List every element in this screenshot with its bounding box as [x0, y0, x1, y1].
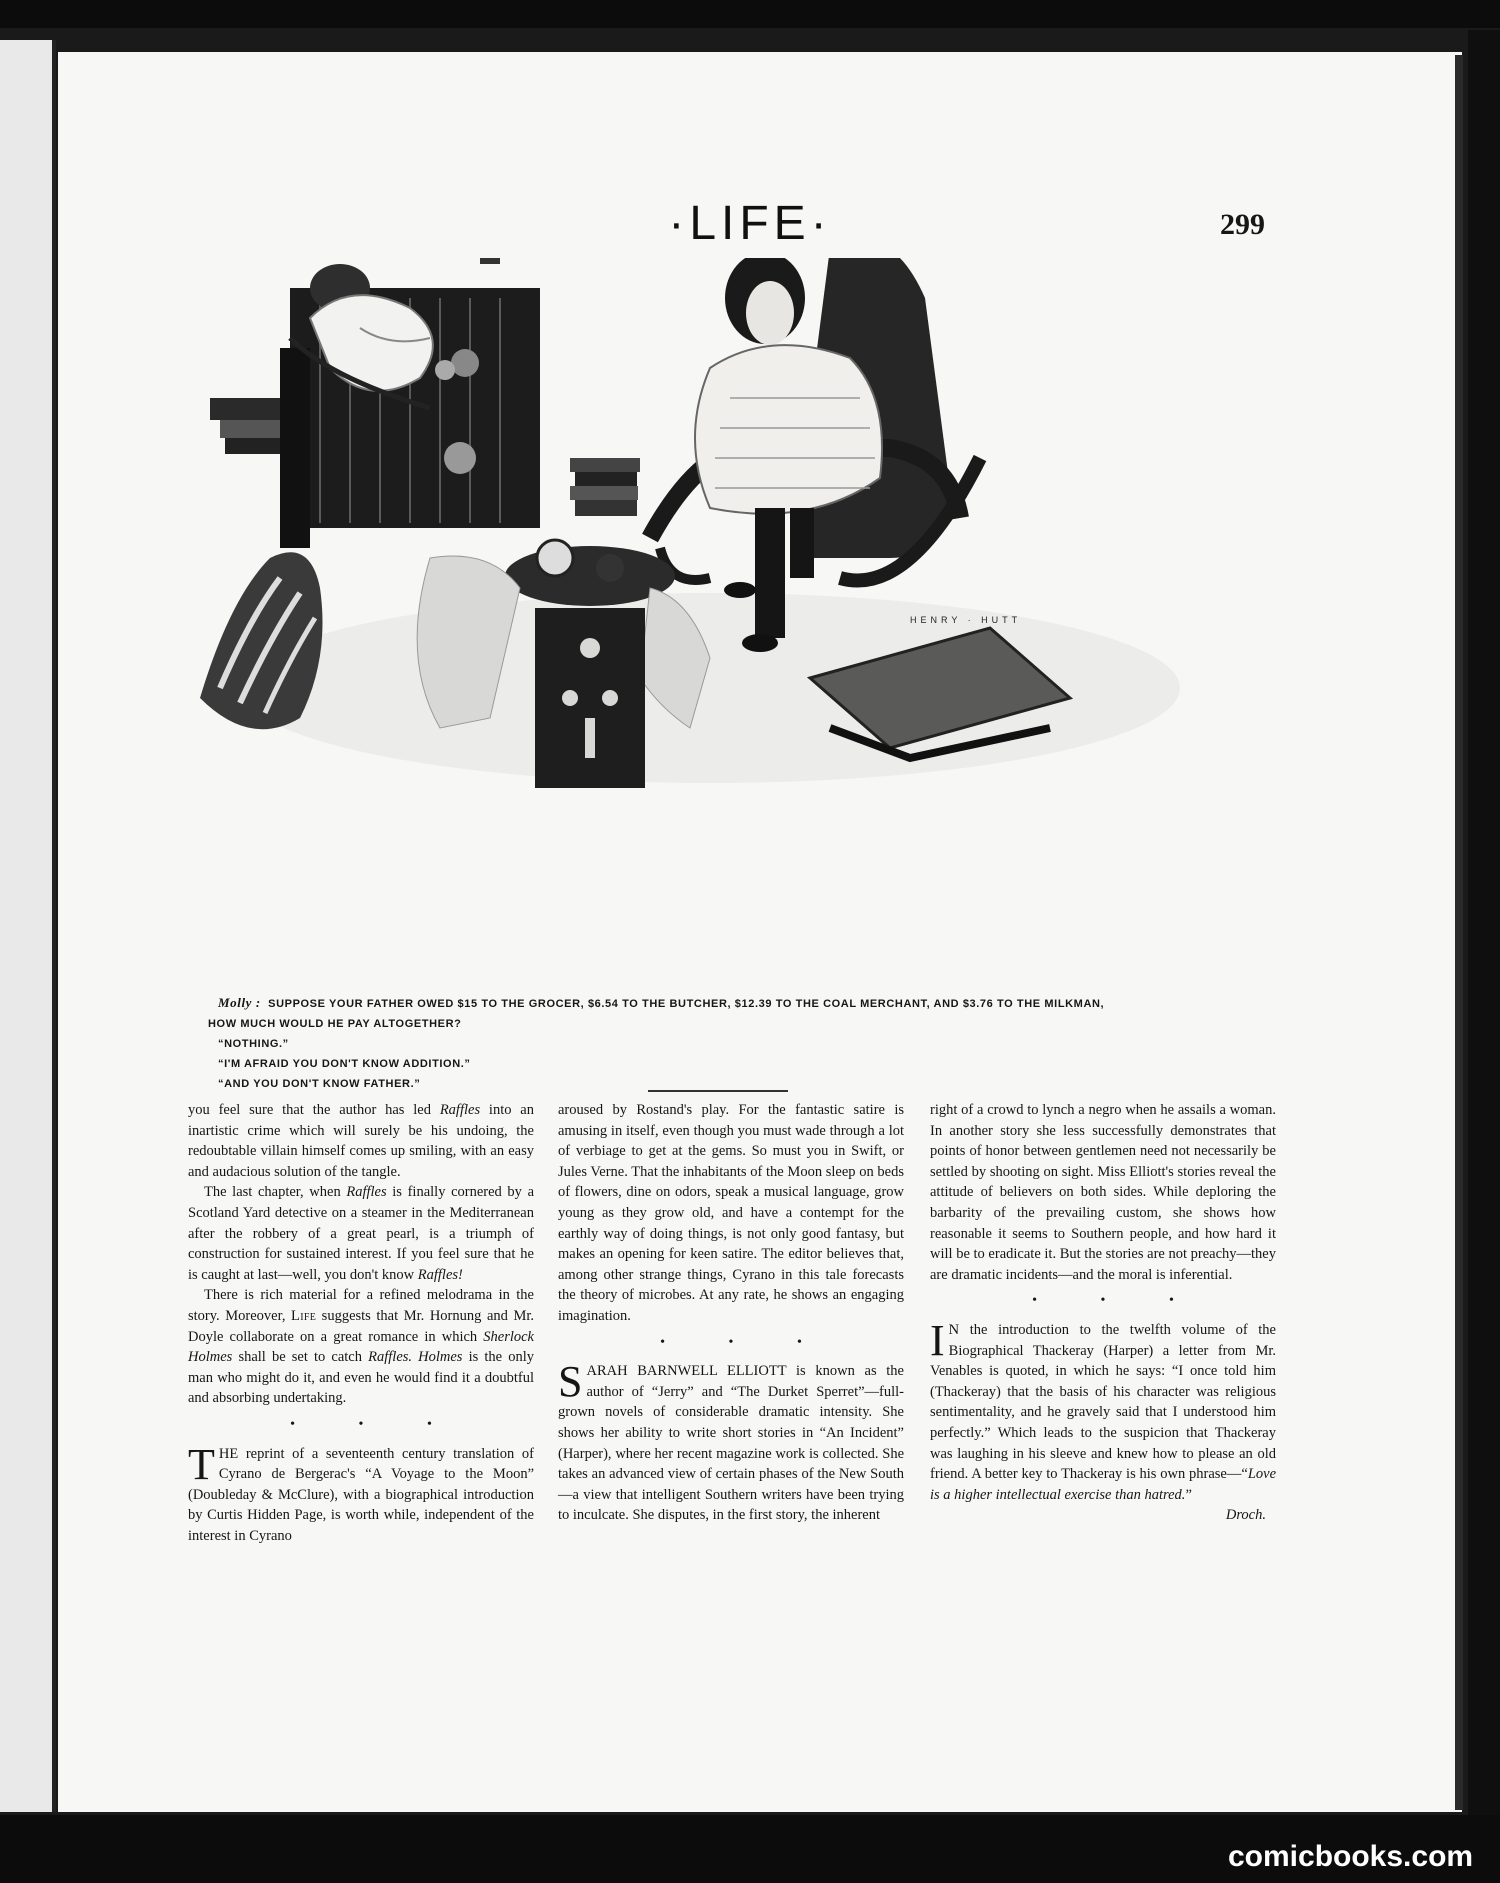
col1-paragraph-4: THE reprint of a seventeenth century translation of Cyrano de Bergerac's “A Voyage to the Moon” (Doubleday & McClure), with a biographical introduction by Curtis Hidden Page, is worth while, independent of the interest in Cyrano	[188, 1439, 534, 1544]
col3-paragraph-2: I N the introduction to the twelfth volume of the Biographical Thackeray (Harper) a letter from Mr. Venables is quoted, in which he says: “I once told him (Thackeray) that the basis of his character was religious sentimentality, and he gravely said that I understood him perfectly.” Which leads to the suspicion that Thackeray was laughing in his sleeve and knew how to please an old friend. A better key to Thackeray is his own phrase—“Love is a higher intellectual exercise than hatred.”	[930, 1315, 1276, 1503]
girl-legs	[755, 508, 785, 638]
col3-paragraph-1: right of a crowd to lynch a negro when he assails a woman. In another story she less successfully demonstrates that points of honor between gentlemen need not necessarily be settled by shooting on sight. Miss Elliott's stories reveal the attitude of believers on both sides. While deploring the barbarity of the prevailing custom, she shows how reasonable it seems to Southern people, and how hard it will be to eradicate it. But the stories are not preachy—they are dramatic incidents—and the moral is inferential.	[930, 1102, 1276, 1283]
drop-cap: I	[930, 1315, 945, 1365]
section-divider: • • •	[290, 1416, 462, 1432]
drop-cap: S	[558, 1357, 583, 1407]
girl-face	[746, 281, 794, 345]
scan-border-right	[1468, 30, 1500, 1815]
caption-line-4: “I'M AFRAID YOU DON'T KNOW ADDITION.”	[218, 1058, 471, 1070]
facing-page-edge	[0, 40, 56, 1812]
hexagonal-table	[535, 608, 645, 788]
caption-line-2: HOW MUCH WOULD HE PAY ALTOGETHER?	[208, 1018, 462, 1030]
illustration-caption	[208, 993, 1278, 1094]
caption-line-3: “NOTHING.”	[218, 1038, 289, 1050]
books-middle	[570, 458, 640, 472]
col2-paragraph-1: aroused by Rostand's play. For the fantastic satire is amusing in itself, even though you must wade through a lot of verbiage to get at the gems. So must you in Swift, or Jules Verne. That the inhabitants of the Moon sleep on beds of flowers, dine on odors, speak a musical language, grow young as they grow old, and have a contempt for the earthly way of doing things, is not only good fantasy, but makes an opening for keen satire. The editor believes that, among other strange things, Cyrano in this tale forecasts the theory of microbes. At any rate, he shows an engaging imagination.	[558, 1102, 904, 1324]
col1-paragraph-3: There is rich material for a refined melodrama in the story. Moreover, Life suggests that Mr. Hornung and Mr. Doyle collaborate on a great romance in which Sherlock Holmes shall be set to catch Raffles. Holmes is the only man who might do it, and even he would find it a doubtful and absorbing undertaking.	[188, 1287, 534, 1407]
column-rule	[648, 1090, 788, 1092]
caption-line-1: SUPPOSE YOUR FATHER OWED $15 TO THE GROCER, $6.54 TO THE BUTCHER, $12.39 TO THE COAL MERCHANT, AND $3.76 TO THE MILKMAN,	[268, 998, 1105, 1010]
caption-line-5: “AND YOU DON'T KNOW FATHER.”	[218, 1078, 421, 1090]
scan-border-top	[0, 0, 1500, 28]
masthead-title: ·LIFE·	[668, 197, 832, 250]
books-left	[210, 398, 290, 420]
teapot	[537, 540, 573, 576]
illustration-girl-in-rocking-chair	[190, 258, 1300, 958]
section-divider: • • •	[660, 1334, 832, 1350]
page-edge	[1455, 55, 1463, 1810]
artist-signature: HENRY · HUTT	[910, 615, 1022, 625]
col2-paragraph-2: SARAH BARNWELL ELLIOTT is known as the author of “Jerry” and “The Durket Sperret”—full-grown novels of considerable dramatic intensity. She shows her ability to write short stories in “An Incident” (Harper), where her recent magazine work is collected. She takes an advanced view of certain phases of the New South—a view that intelligent Southern writers have been trying to inculcate. She disputes, in the first story, the inherent	[558, 1357, 904, 1524]
watermark: comicbooks.com	[1228, 1840, 1474, 1873]
page-number: 299	[1220, 208, 1265, 241]
caption-speaker: Molly :	[218, 995, 261, 1010]
col1-paragraph-2: The last chapter, when Raffles is finally cornered by a Scotland Yard detective on a steamer in the Mediterranean after the robbery of a great pearl, is a triumph of construction for sustained interest. If you feel sure that he is caught at last—well, you don't know Raffles!	[188, 1184, 535, 1283]
author-signature: Droch.	[1225, 1507, 1266, 1524]
column-3	[930, 1100, 1276, 1526]
column-2	[558, 1100, 904, 1526]
drop-cap: T	[188, 1439, 215, 1489]
section-divider: • • •	[1032, 1293, 1204, 1309]
col1-paragraph-1: you feel sure that the author has led Raffles into an inartistic crime which will surely be his undoing, the redoubtable villain himself comes up smiling, with an easy and audacious solution of the tangle.	[188, 1102, 534, 1180]
column-1	[188, 1100, 534, 1546]
